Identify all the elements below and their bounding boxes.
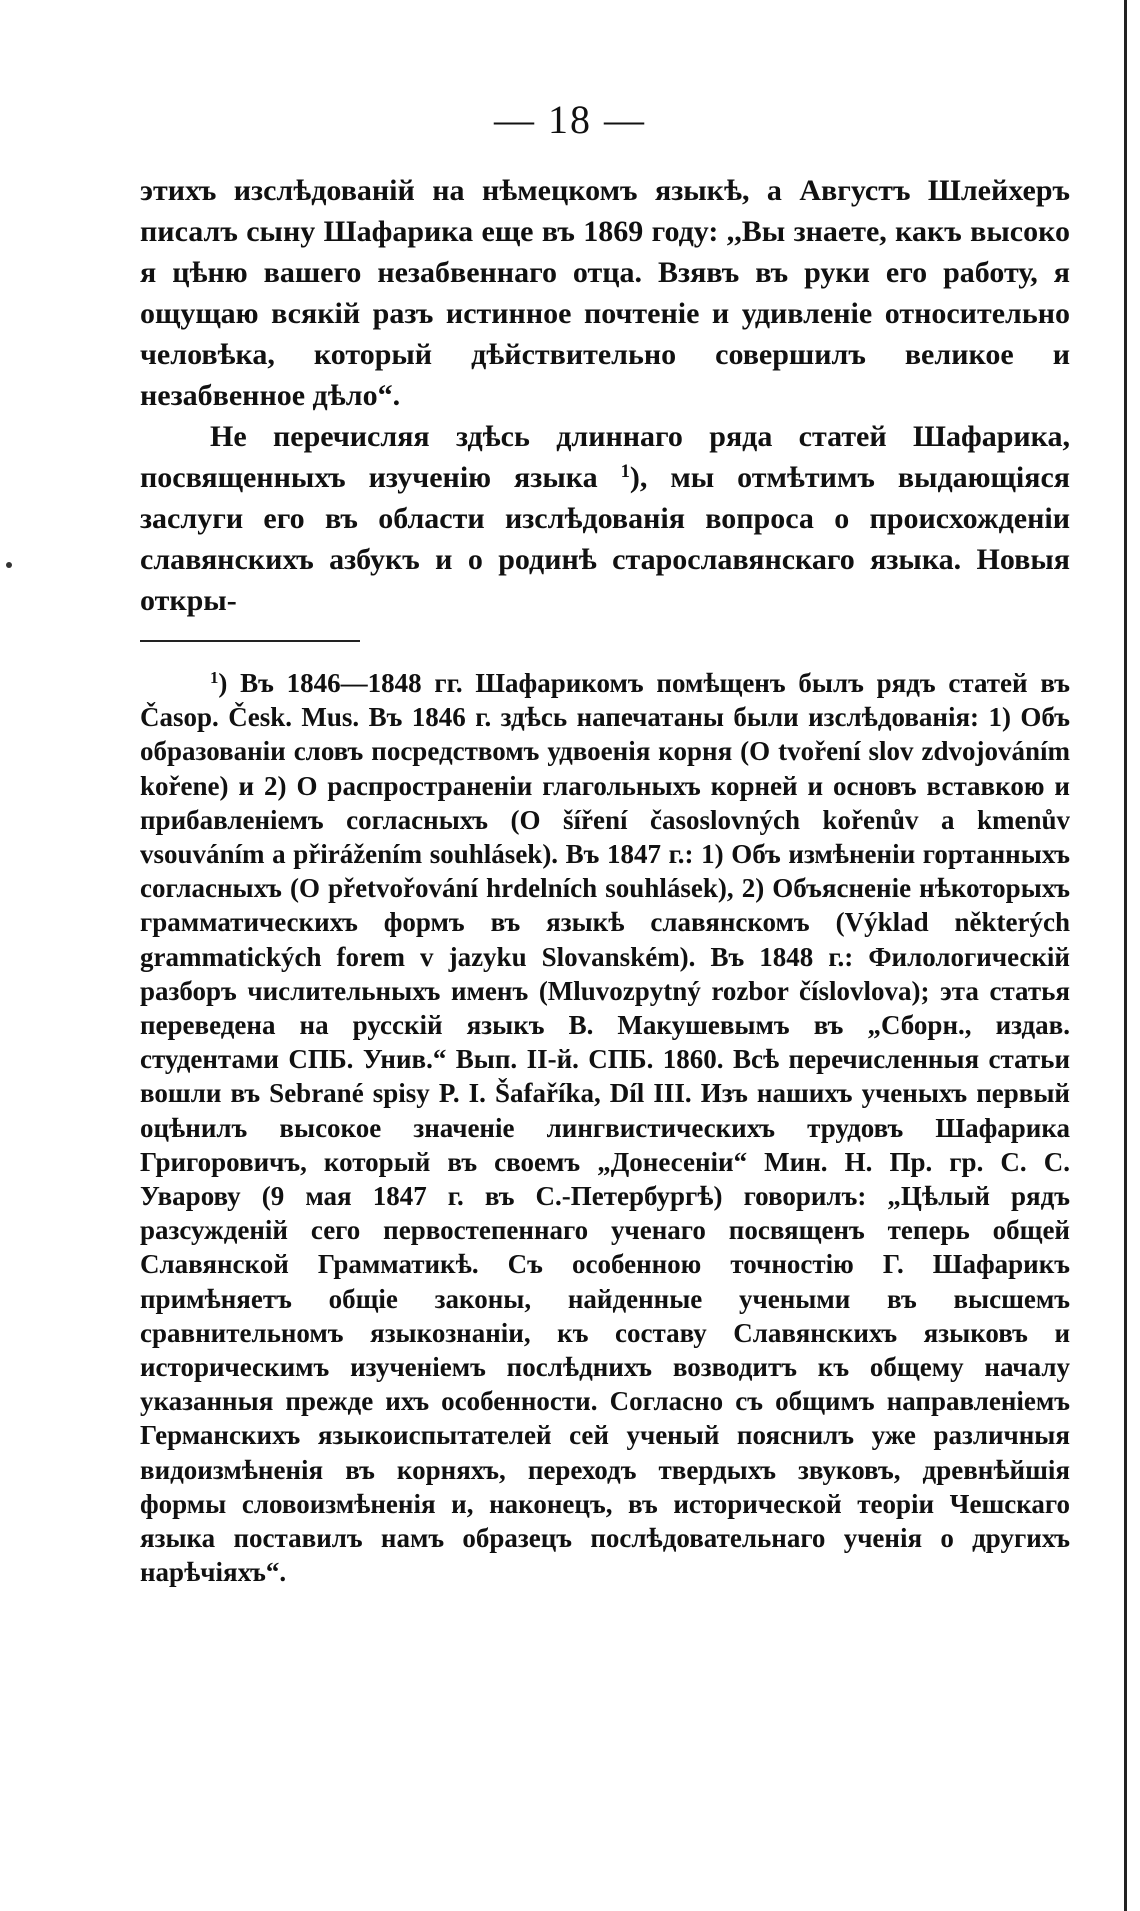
footnote-separator xyxy=(140,640,360,642)
main-text xyxy=(140,170,1070,621)
page-edge-line xyxy=(1124,0,1127,1911)
paragraph-1: этихъ изслѣдованій на нѣмецкомъ языкѣ, а Августъ Шлейхеръ писалъ сыну Шафарика еще въ 1869 году: ,,Вы знаете, какъ высоко я цѣню вашего незабвеннаго отца. Взявъ въ руки его работу, я ощущаю всякій разъ истинное почтеніе и удивленіе относительно человѣка, который дѣйствительно совершилъ великое и незабвенное дѣло“. xyxy=(140,174,1070,412)
page-number: — 18 — xyxy=(494,97,646,142)
footnote-1 xyxy=(140,666,1070,1589)
margin-speck xyxy=(6,562,12,568)
paragraph-2-end: ), мы отмѣтимъ выдающіяся заслуги его въ области изслѣдованія вопроса о происхожденіи славянскихъ азбукъ и о родинѣ старославянскаго языка. Новыя откры- xyxy=(140,461,1070,617)
footnote-1-text: ) Въ 1846—1848 гг. Шафарикомъ помѣщенъ былъ рядъ статей въ Časop. Česk. Mus. Въ 1846 г. здѣсь напечатаны были изслѣдованія: 1) Объ образованіи словъ посредствомъ удвоенія корня (O tvoření slov zdvojováním kořene) и 2) О распространеніи глагольныхъ корней и основъ вставкою и прибавленіемъ согласныхъ (O šíření časoslovných kořenův a kmenův vsouváním a přirážením souhlásek). Въ 1847 г.: 1) Объ измѣненіи гортанныхъ согласныхъ (O přetvořování hrdelních souhlásek), 2) Объясненіе нѣкоторыхъ грамматическихъ формъ въ языкѣ славянскомъ (Výklad některých grammatických forem v jazyku Slovanském). Въ 1848 г.: Филологическій разборъ числительныхъ именъ (Mluvozpytný rozbor číslovlova); эта статья переведена на русскій языкъ В. Макушевымъ въ „Сборн., издав. студентами СПБ. Унив.“ Вып. II-й. СПБ. 1860. Всѣ перечисленныя статьи вошли въ Sebrané spisy P. I. Šafaříka, Díl III. Изъ нашихъ ученыхъ первый оцѣнилъ высокое значеніе лингвистическихъ трудовъ Шафарика Григоровичъ, который въ своемъ „Донесеніи“ Мин. Н. Пр. гр. С. С. Уварову (9 мая 1847 г. въ С.-Петербургѣ) говорилъ: „Цѣлый рядъ разсужденій сего первостепеннаго ученаго посвященъ теперь общей Славянской Грамматикѣ. Съ особенною точностію Г. Шафарикъ примѣняетъ общіе законы, найденные учеными въ высшемъ сравнительномъ языкознаніи, къ составу Славянскихъ языковъ и историческимъ изученіемъ послѣднихъ возводитъ къ общему началу указанныя прежде ихъ особенности. Согласно съ общимъ направленіемъ Германскихъ языкоиспытателей сей ученый пояснилъ уже различныя видоизмѣненія въ корняхъ, переходъ твердыхъ звуковъ, древнѣйшія формы словоизмѣненія и, наконецъ, въ исторической теоріи Чешскаго языка поставилъ намъ образецъ послѣдовательнаго ученія о другихъ нарѣчіяхъ“. xyxy=(140,668,1070,1588)
footnote-reference-marker: 1 xyxy=(620,460,630,482)
footnotes xyxy=(140,666,1070,1589)
paragraph-2-start: Не перечисляя здѣсь длиннаго ряда статей Шафарика, посвященныхъ изученію языка xyxy=(140,420,1070,494)
paragraph-2 xyxy=(140,416,1070,621)
footnote-marker: 1 xyxy=(210,667,219,687)
